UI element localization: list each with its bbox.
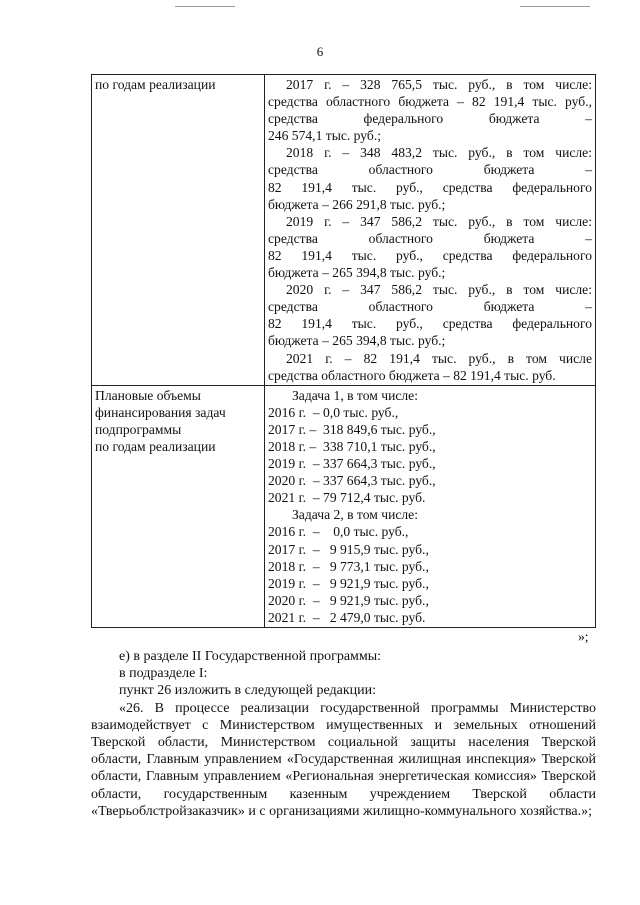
text-line: 2020 г. – 9 921,9 тыс. руб., [268, 592, 429, 608]
text-line: 2018 г. – 348 483,2 тыс. руб., в том числе: [286, 145, 592, 161]
body-text [91, 648, 596, 820]
paragraph: е) в разделе II Государственной программы: [119, 649, 382, 664]
text-line: 2017 г. – 328 765,5 тыс. руб., в том числе: [286, 77, 592, 92]
text-line: бюджета – 265 394,8 тыс. руб.; [268, 265, 446, 281]
page-number: 6 [316, 44, 324, 59]
text-line: средства областного бюджета – 82 191,4 тыс. руб. [268, 367, 556, 383]
text-line: 2018 г. – 338 710,1 тыс. руб., [268, 438, 436, 454]
row-label [92, 385, 265, 627]
text-line: 2020 г. – 337 664,3 тыс. руб., [268, 473, 436, 489]
text-line: 82 191,4 тыс. руб., средства федерального [268, 247, 592, 263]
table-row [92, 385, 596, 627]
text-line: 2019 г. – 9 921,9 тыс. руб., [268, 575, 429, 591]
scan-artifact [520, 6, 590, 7]
text-line: 2021 г. – 82 191,4 тыс. руб., в том числе [286, 350, 592, 366]
label-line: Плановые объемы [95, 387, 201, 403]
text-line: средства областного бюджета – [268, 162, 592, 178]
text-line: средства областного бюджета – 82 191,4 тыс. руб., [268, 94, 592, 110]
text-line: 2016 г. – 0,0 тыс. руб., [268, 404, 399, 420]
row-content [265, 75, 596, 386]
text-line: бюджета – 265 394,8 тыс. руб.; [268, 333, 446, 349]
text-line: 2017 г. – 318 849,6 тыс. руб., [268, 421, 436, 437]
text-line: 82 191,4 тыс. руб., средства федерального [268, 179, 592, 195]
text-line: 2021 г. – 2 479,0 тыс. руб. [268, 609, 426, 625]
text-line: 2017 г. – 9 915,9 тыс. руб., [268, 541, 429, 557]
text-line: средства областного бюджета – [268, 230, 592, 246]
year-block [268, 144, 592, 212]
paragraph: «26. В процессе реализации государственной программы Министерство взаимодействует с Министерством имущественных и земельных отношений Тверской области, Министерством социальной защиты населения Тверской области, Главным управлением «Государственная жилищная инспекция» Тверской области, Главным управлением «Региональная энергетическая комиссия» Тверской области, государственным казенным учреждением Тверской области «Тверьоблстройзаказчик» и с организациями жилищно-коммунального хозяйства.»; [91, 700, 596, 819]
text-line: средства федерального бюджета – [268, 111, 592, 127]
year-block [268, 350, 592, 384]
text-line: 2018 г. – 9 773,1 тыс. руб., [268, 558, 429, 574]
year-block [268, 213, 592, 281]
label-line: подпрограммы [95, 421, 182, 437]
closing-quote-mark: »; [578, 629, 589, 644]
text-line: 2019 г. – 337 664,3 тыс. руб., [268, 456, 436, 472]
text-line: 2016 г. – 0,0 тыс. руб., [268, 524, 409, 540]
text-line: бюджета – 266 291,8 тыс. руб.; [268, 196, 446, 212]
year-block [268, 76, 592, 144]
task-title: Задача 2, в том числе: [292, 507, 418, 523]
text-line: 2021 г. – 79 712,4 тыс. руб. [268, 490, 426, 506]
text-line: 2019 г. – 347 586,2 тыс. руб., в том числе: [286, 213, 592, 229]
text-line: средства областного бюджета – [268, 299, 592, 315]
row-content [265, 385, 596, 627]
year-block [268, 281, 592, 349]
paragraph: пункт 26 изложить в следующей редакции: [119, 683, 376, 699]
label-line: финансирования задач [95, 404, 226, 420]
text-line: 82 191,4 тыс. руб., средства федерального [268, 316, 592, 332]
paragraph: в подразделе I: [119, 666, 208, 682]
scan-artifact [175, 6, 235, 7]
text-line: 246 574,1 тыс. руб.; [268, 128, 382, 144]
row-label: по годам реализации [92, 75, 265, 386]
label-line: по годам реализации [95, 438, 216, 454]
text-line: 2020 г. – 347 586,2 тыс. руб., в том числе: [286, 282, 592, 298]
financing-table [91, 74, 596, 628]
task-title: Задача 1, в том числе: [292, 387, 418, 403]
table-row [92, 75, 596, 386]
